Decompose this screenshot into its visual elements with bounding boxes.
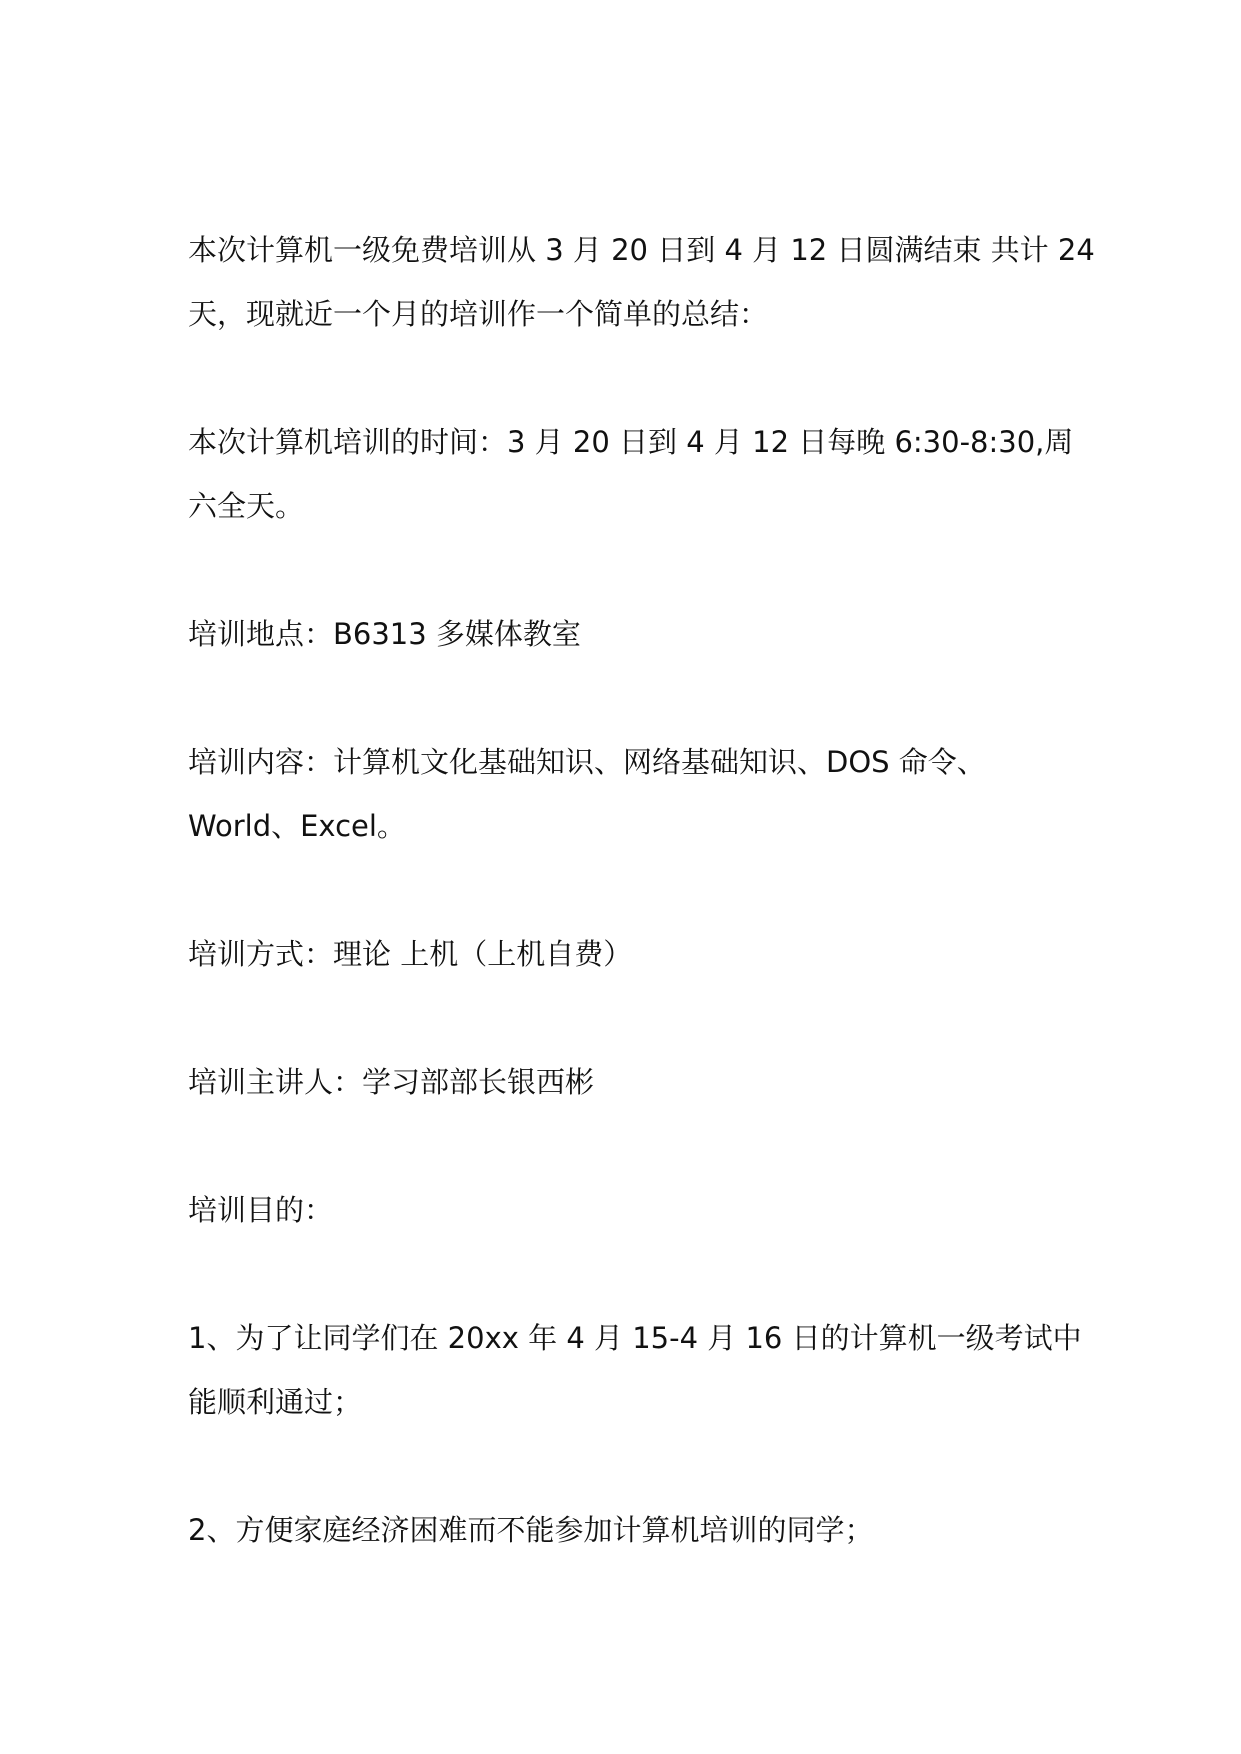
purpose-item-1 bbox=[188, 1306, 1082, 1434]
text-line: 1、为了让同学们在 20xx 年 4 月 15-4 月 16 日的计算机一级考试中 bbox=[188, 1321, 1082, 1355]
text-line: 培训方式：理论 上机（上机自费） bbox=[188, 937, 633, 971]
text-line: 培训地点：B6313 多媒体教室 bbox=[188, 617, 581, 651]
training-method-paragraph bbox=[188, 922, 1068, 986]
text-line: 培训主讲人：学习部部长银西彬 bbox=[188, 1065, 595, 1099]
text-line: 能顺利通过； bbox=[188, 1385, 363, 1419]
text-line: 本次计算机一级免费培训从 3 月 20 日到 4 月 12 日圆满结束 共计 24 bbox=[188, 233, 1095, 267]
text-line: 本次计算机培训的时间：3 月 20 日到 4 月 12 日每晚 6:30-8:30,周 bbox=[188, 425, 1074, 459]
text-line: 2、方便家庭经济困难而不能参加计算机培训的同学； bbox=[188, 1513, 874, 1547]
intro-paragraph bbox=[188, 218, 1095, 346]
training-location-paragraph bbox=[188, 602, 1068, 666]
training-lecturer-paragraph bbox=[188, 1050, 1068, 1114]
text-line: 培训内容：计算机文化基础知识、网络基础知识、DOS 命令、 bbox=[188, 745, 986, 779]
text-line: 六全天。 bbox=[188, 489, 305, 523]
training-content-paragraph bbox=[188, 730, 1068, 858]
text-line: 培训目的： bbox=[188, 1193, 334, 1227]
training-time-paragraph bbox=[188, 410, 1074, 538]
purpose-item-2 bbox=[188, 1498, 1068, 1562]
training-purpose-heading bbox=[188, 1178, 1068, 1242]
text-line: 天，现就近一个月的培训作一个简单的总结： bbox=[188, 297, 769, 331]
text-line: World、Excel。 bbox=[188, 809, 406, 843]
